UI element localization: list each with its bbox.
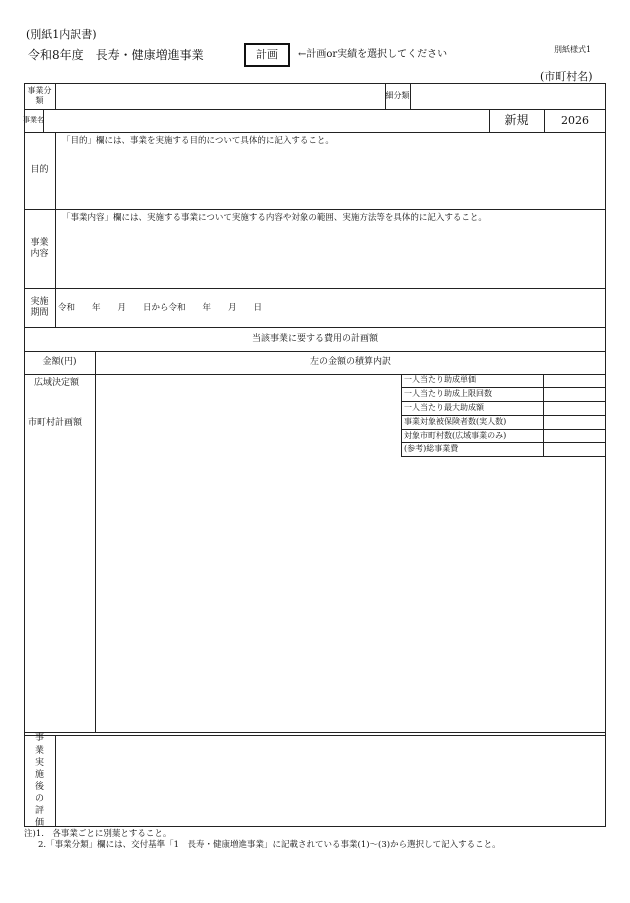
purpose-label: 目的	[30, 165, 49, 176]
breakdown-item: (参考)総事業費	[404, 444, 459, 453]
breakdown-header: 左の金額の積算内訳	[309, 357, 391, 368]
plan-instruction: ←計画or実績を選択してください	[298, 49, 448, 60]
evaluation-field[interactable]	[56, 736, 605, 826]
period-field[interactable]: 令和 年 月 日から令和 年 月 日	[58, 303, 263, 313]
business-category-label: 事業分類	[27, 86, 52, 105]
breakdown-item: 事業対象被保険者数(実人数)	[404, 417, 507, 426]
content-field[interactable]	[56, 227, 605, 287]
breakdown-table	[401, 375, 606, 456]
attachment-label: (別紙1内訳書)	[26, 28, 97, 41]
content-note: 「事業内容」欄には、実施する事業について実施する内容や対象の範囲、実施方法等を具体的に記入すること。	[62, 213, 487, 223]
breakdown-value-field[interactable]	[544, 402, 606, 415]
evaluation-label: 事業実施後の評価	[34, 733, 44, 829]
breakdown-value-field[interactable]	[544, 388, 606, 401]
year-field[interactable]: 2026	[561, 113, 589, 127]
business-name-label: 事業名	[23, 116, 44, 125]
business-name-field[interactable]	[44, 110, 489, 132]
breakdown-item: 一人当たり最大助成額	[404, 403, 484, 412]
municipality-label: (市町村名)	[540, 70, 593, 83]
breakdown-value-field[interactable]	[544, 375, 606, 387]
breakdown-item: 一人当たり助成単価	[404, 375, 476, 384]
amount-header: 金額(円)	[42, 357, 77, 368]
plan-select-box[interactable]: 計画	[244, 43, 290, 67]
breakdown-item: 一人当たり助成上限回数	[404, 389, 492, 398]
status-badge[interactable]: 新規	[504, 113, 529, 128]
business-category-field[interactable]	[56, 84, 385, 109]
purpose-field[interactable]	[56, 150, 605, 208]
purpose-note: 「目的」欄には、事業を実施する目的について具体的に記入すること。	[62, 136, 334, 146]
municipal-amount-label: 市町村計画額	[28, 418, 83, 428]
breakdown-value-field[interactable]	[544, 416, 606, 429]
note-line-2: 2.「事業分類」欄には、交付基準「1 長寿・健康増進事業」に記載されている事業(1)～(3)から選択して記入すること。	[38, 840, 501, 850]
document-title: 令和8年度 長寿・健康増進事業	[28, 48, 204, 62]
form-number: 別紙様式1	[554, 45, 592, 54]
regional-amount-label: 広域決定額	[34, 378, 80, 388]
sub-category-label: 細分類	[385, 91, 410, 101]
period-label: 実施期間	[30, 296, 49, 318]
note-line-1: 注)1. 各事業ごとに別葉とすること。	[24, 829, 172, 839]
breakdown-value-field[interactable]	[544, 443, 606, 456]
breakdown-value-field[interactable]	[544, 430, 606, 442]
cost-header: 当該事業に要する費用の計画額	[251, 333, 378, 344]
content-label: 事業内容	[30, 237, 49, 259]
breakdown-item: 対象市町村数(広域事業のみ)	[404, 431, 507, 440]
sub-category-field[interactable]	[411, 84, 605, 109]
